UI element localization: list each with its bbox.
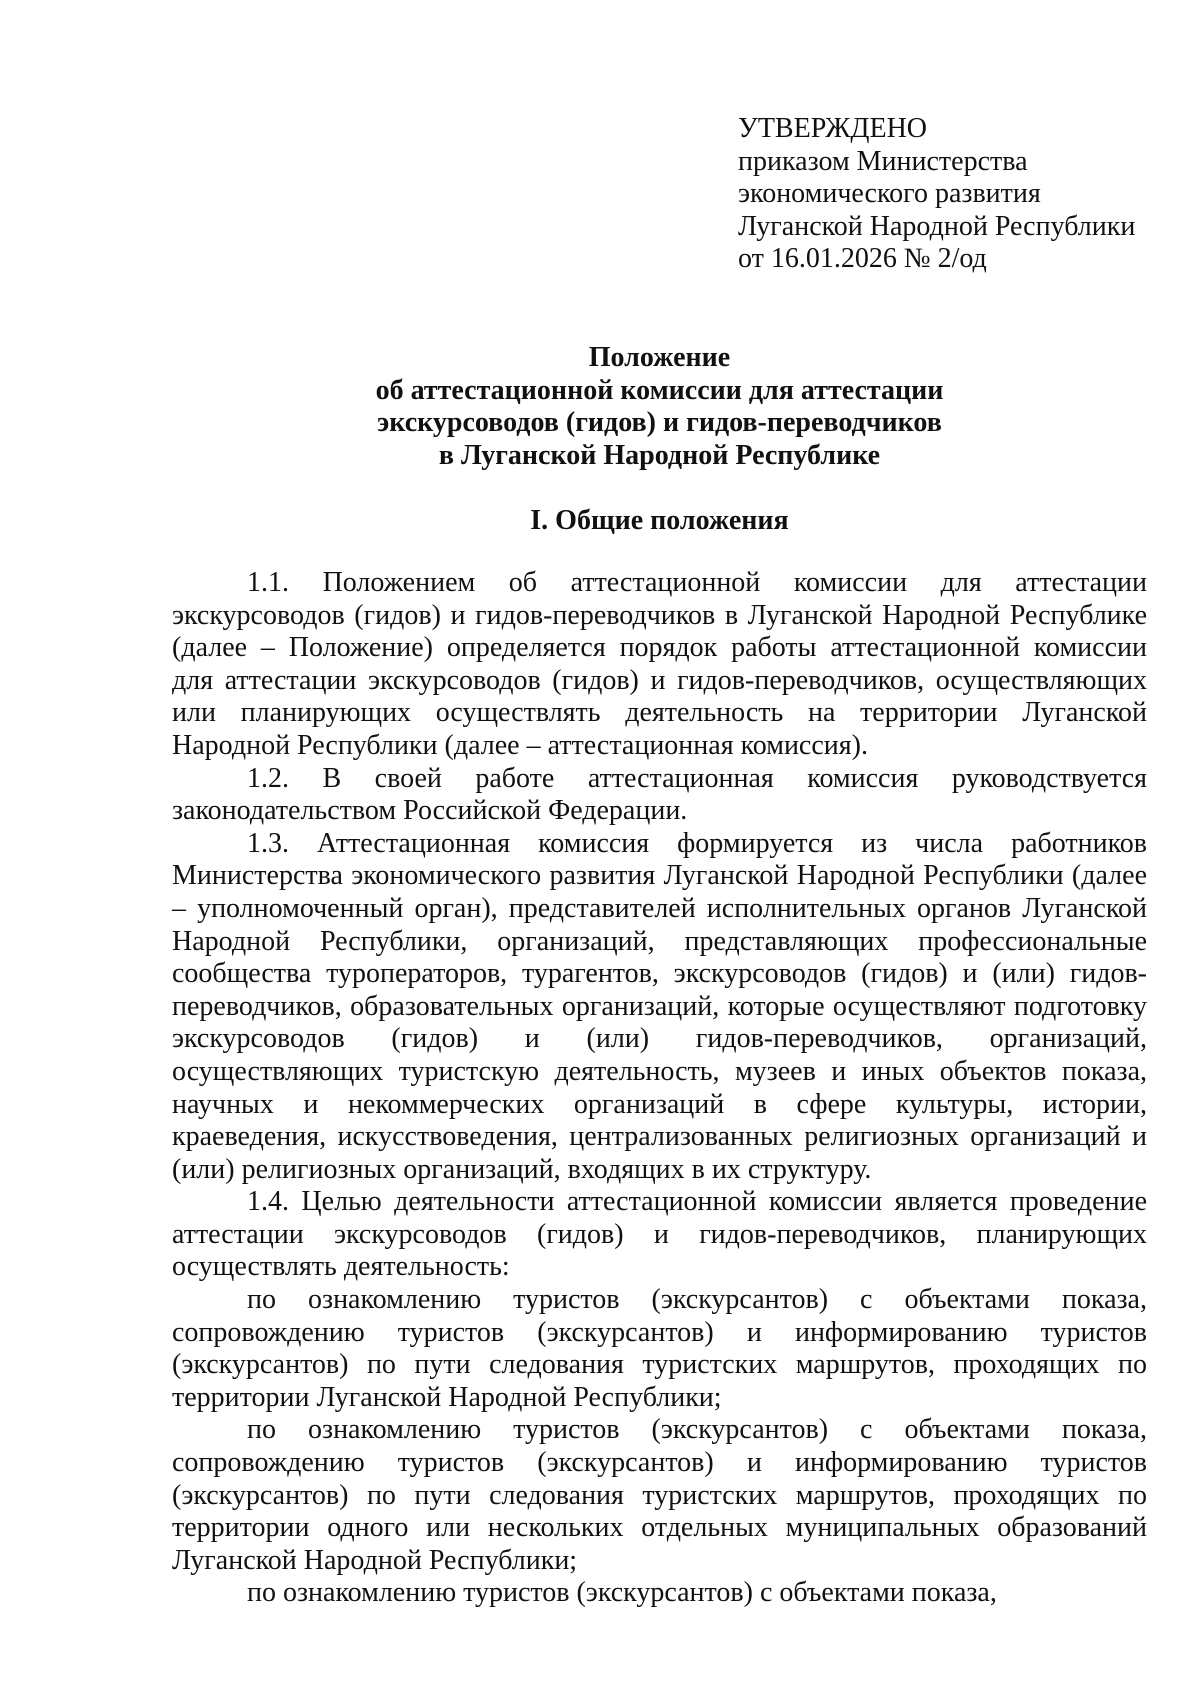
document-body: [172, 567, 1147, 1610]
title-line: Положение: [588, 342, 731, 373]
list-item-paragraph: по ознакомлению туристов (экскурсантов) с объектами показа,: [247, 1577, 997, 1609]
title-line: об аттестационной комиссии для аттестации: [375, 374, 944, 406]
section-heading: I. Общие положения: [530, 505, 789, 536]
approval-line: от 16.01.2026 № 2/од: [738, 243, 987, 274]
title-line: экскурсоводов (гидов) и гидов-переводчиков: [377, 407, 942, 438]
approval-line: УТВЕРЖДЕНО: [738, 113, 928, 144]
list-item-paragraph: по ознакомлению туристов (экскурсантов) с объектами показа, сопровождению туристов (экскурсантов) и информированию туристов (экскурсантов) по пути следования туристских маршрутов, проходящих по территории Луганской Народной Республики;: [172, 1284, 1147, 1413]
paragraph-1-3: 1.3. Аттестационная комиссия формируется из числа работников Министерства экономического развития Луганской Народной Республики (далее – уполномоченный орган), представителей исполнительных органов Луганской Народной Республики, организаций, представляющих профессиональные сообщества туроператоров, турагентов, экскурсоводов (гидов) и (или) гидов-переводчиков, образовательных организаций, которые осуществляют подготовку экскурсоводов (гидов) и (или) гидов-переводчиков, организаций, осуществляющих туристскую деятельность, музеев и иных объектов показа, научных и некоммерческих организаций в сфере культуры, истории, краеведения, искусствоведения, централизованных религиозных организаций и (или) религиозных организаций, входящих в их структуру.: [172, 827, 1147, 1185]
approval-stamp-block: [738, 113, 1158, 276]
title-line: в Луганской Народной Республике: [438, 439, 881, 471]
document-title: [172, 342, 1147, 472]
approval-line: приказом Министерства: [738, 145, 1028, 177]
paragraph-1-1: 1.1. Положением об аттестационной комиссии для аттестации экскурсоводов (гидов) и гидов-переводчиков в Луганской Народной Республике (далее – Положение) определяется порядок работы аттестационной комиссии для аттестации экскурсоводов (гидов) и гидов-переводчиков, осуществляющих или планирующих осуществлять деятельность на территории Луганской Народной Республики (далее – аттестационная комиссия).: [172, 567, 1147, 761]
paragraph-1-2: 1.2. В своей работе аттестационная комиссия руководствуется законодательством Российской Федерации.: [172, 762, 1147, 827]
list-item-paragraph: по ознакомлению туристов (экскурсантов) с объектами показа, сопровождению туристов (экскурсантов) и информированию туристов (экскурсантов) по пути следования туристских маршрутов, проходящих по территории одного или нескольких отдельных муниципальных образований Луганской Народной Республики;: [172, 1414, 1147, 1576]
paragraph-1-4: 1.4. Целью деятельности аттестационной комиссии является проведение аттестации экскурсоводов (гидов) и гидов-переводчиков, планирующих осуществлять деятельность:: [172, 1186, 1147, 1283]
approval-line: Луганской Народной Республики: [738, 210, 1136, 242]
approval-line: экономического развития: [738, 178, 1041, 209]
